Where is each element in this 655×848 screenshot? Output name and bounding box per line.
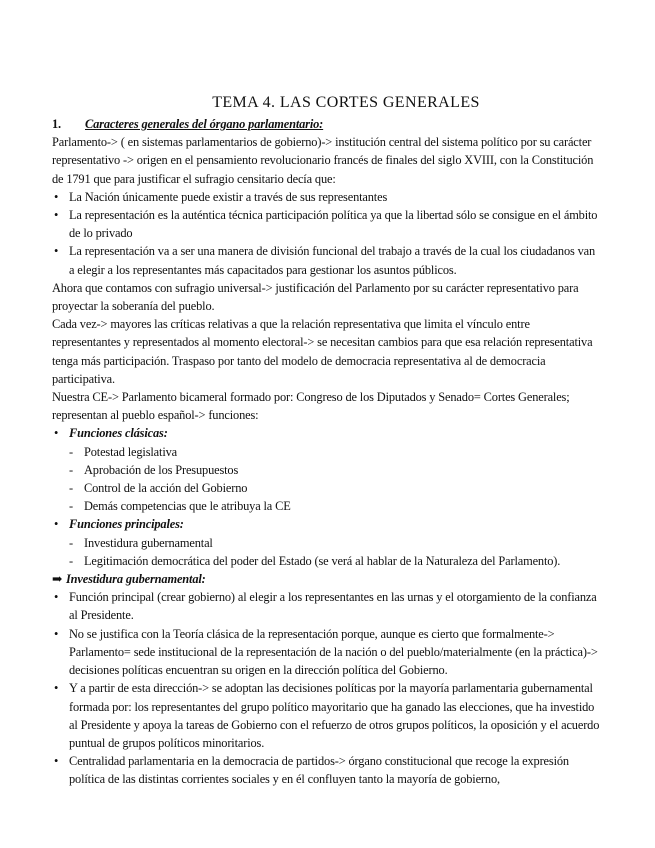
paragraph-ce: Nuestra CE-> Parlamento bicameral formado por: Congreso de los Diputados y Senado= Cortes Generales; representan al pueblo español-> funciones:: [52, 390, 570, 423]
list-item: • Y a partir de esta dirección-> se adoptan las decisiones políticas por la mayoría parlamentaria gubernamental formada por: los representantes del grupo político mayoritario que ha ganado las elecciones, que ha investido al Presidente y apoya la tareas de Gobierno con el refuerzo de otros grupos políticos, la oposición y el acuerdo puntual de grupos políticos minoritarios.: [52, 679, 600, 752]
page-title: TEMA 4. LAS CORTES GENERALES: [212, 94, 480, 111]
functions-classic-label: Funciones clásicas:: [69, 426, 168, 441]
list-item: - Control de la acción del Gobierno: [52, 479, 600, 497]
bullet-list-nacion: [52, 188, 600, 279]
list-item: • La representación va a ser una manera de división funcional del trabajo a través de la cual los ciudadanos van a elegir a los representantes más capacitados para gestionar los asuntos públicos.: [52, 242, 600, 278]
section-heading: [52, 115, 600, 133]
list-item: • La Nación únicamente puede existir a través de sus representantes: [52, 188, 600, 206]
list-item: • La representación es la auténtica técnica participación política ya que la libertad sólo se consigue en el ámbito de lo privado: [52, 206, 600, 242]
paragraph-sufragio: Ahora que contamos con sufragio universal-> justificación del Parlamento por su carácter representativo para proyectar la soberanía del pueblo.: [52, 280, 579, 314]
list-item: • Función principal (crear gobierno) al elegir a los representantes en las urnas y el otorgamiento de la confianza al Presidente.: [52, 588, 600, 624]
classic-sublist: [52, 443, 600, 516]
functions-main: [52, 515, 600, 570]
functions-main-label: Funciones principales:: [69, 517, 184, 532]
section-number: 1.: [52, 117, 61, 131]
list-item: • Centralidad parlamentaria en la democracia de partidos-> órgano constitucional que recoge la expresión política de las distintas corrientes sociales y en él confluyen tanto la mayoría de gobierno,: [52, 752, 600, 788]
list-item: - Potestad legislativa: [52, 443, 600, 461]
investidura-label: Investidura gubernamental:: [66, 572, 206, 587]
functions-list: [52, 424, 600, 570]
main-sublist: [52, 534, 600, 570]
list-item: - Aprobación de los Presupuestos: [52, 461, 600, 479]
paragraph-criticas: Cada vez-> mayores las críticas relativas a que la relación representativa que limita el vínculo entre representantes y representados al momento electoral-> se necesitan cambios para que esa relación representativa tenga más participación. Traspaso por tanto del modelo de democracia representativa al de democracia participativa.: [52, 317, 593, 386]
list-item: • No se justifica con la Teoría clásica de la representación porque, aunque es cierto que formalmente-> Parlamento= sede institucional de la representación de la nación o del pueblo/materialmente (en la práctica)-> decisiones políticas encuentran su origen en la dirección política del Gobierno.: [52, 625, 600, 680]
bullet-list-investidura: [52, 588, 600, 788]
document-page: [52, 92, 600, 789]
list-item: - Legitimación democrática del poder del Estado (se verá al hablar de la Naturaleza del Parlamento).: [52, 552, 600, 570]
functions-classic: [52, 424, 600, 515]
list-item: - Demás competencias que le atribuya la CE: [52, 497, 600, 515]
section-title: Caracteres generales del órgano parlamentario:: [85, 117, 324, 131]
arrow-right-icon: ➡: [52, 572, 63, 587]
investidura-heading: [52, 570, 600, 588]
paragraph-parlamento: Parlamento-> ( en sistemas parlamentarios de gobierno)-> institución central del sistema político por su carácter representativo -> origen en el pensamiento revolucionario francés de finales del siglo XVIII, con la Constitución de 1791 que para justificar el sufragio censitario decía que:: [52, 135, 594, 186]
list-item: - Investidura gubernamental: [52, 534, 600, 552]
